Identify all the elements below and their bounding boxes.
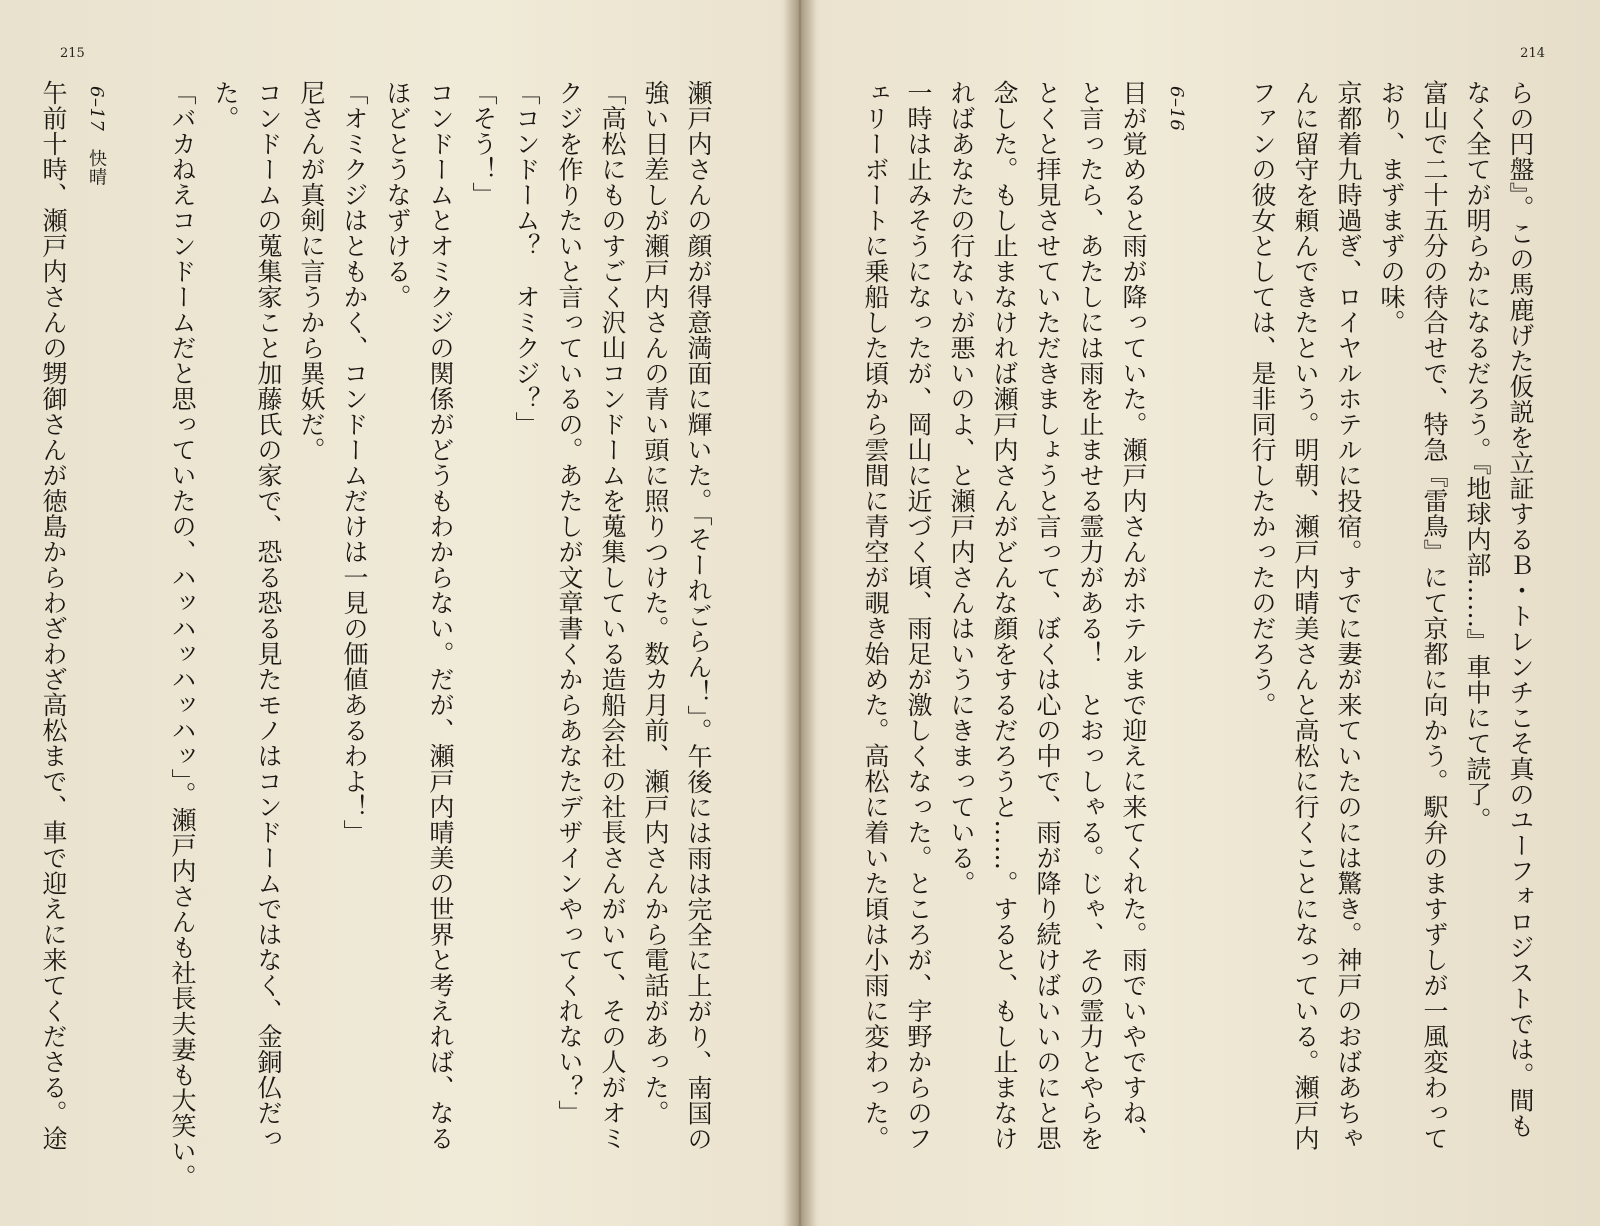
text-line: 強い日差しが瀬戸内さんの青い頭に照りつけた。数カ月前、瀬戸内さんから電話があった。 — [641, 80, 670, 1126]
entry-date: 6–17 — [86, 86, 107, 132]
text-line: 富山で二十五分の待合せで、特急『雷鳥』にて京都に向かう。駅弁のますずしが一風変わって — [1420, 80, 1449, 1151]
text-line: 「高松にものすごく沢山コンドームを蒐集している造船会社の社長さんがいて、その人がオミ — [598, 80, 627, 1151]
right-page-text — [854, 80, 1542, 1160]
text-line: 念した。もし止まなければ瀬戸内さんがどんな顔をするだろうと……。すると、もし止まなけ — [990, 80, 1019, 1151]
text-line: コンドームとオミクジの関係がどうもわからない。だが、瀬戸内晴美の世界と考えれば、なる — [426, 80, 455, 1151]
text-line: 「バカねえコンドームだと思っていたの、ハッハッハッハッ」。瀬戸内さんも社長夫妻も大笑い。 — [168, 80, 197, 1190]
text-line: 「そう！」 — [469, 80, 498, 208]
entry-weather: 快晴 — [86, 149, 107, 187]
text-line: と言ったら、あたしには雨を止ませる霊力がある！ とおっしゃる。じゃ、その霊力とやらを — [1076, 80, 1105, 1151]
page-number-left: 215 — [60, 46, 85, 61]
text-line: ればあなたの行ないが悪いのよ、と瀬戸内さんはいうにきまっている。 — [947, 80, 976, 896]
entry-heading-6-16: 6–16 — [1166, 86, 1187, 132]
text-line: んに留守を頼んできたという。明朝、瀬戸内晴美さんと高松に行くことになっている。瀬戸内 — [1291, 80, 1320, 1151]
text-line: ほどとうなずける。 — [383, 80, 412, 310]
section-spacer — [118, 80, 161, 1160]
text-line: とくと拝見させていただきましょうと言って、ぼくは心の中で、雨が降り続けばいいのにと思 — [1033, 80, 1062, 1151]
text-line: 京都着九時過ぎ、ロイヤルホテルに投宿。すでに妻が来ていたのには驚き。神戸のおばあちゃ — [1334, 80, 1363, 1151]
text-line: 午前十時、瀬戸内さんの甥御さんが徳島からわざわざ高松まで、車で迎えに来てくださる。途 — [39, 80, 68, 1151]
text-line: コンドームの蒐集家こと加藤氏の家で、恐る恐る見たモノはコンドームではなく、金銅仏だっ — [254, 80, 283, 1151]
text-line: なく全てが明らかになるだろう。『地球内部……』車中にて読了。 — [1463, 80, 1492, 833]
text-line: 「オミクジはともかく、コンドームだけは一見の価値あるわよ！」 — [340, 80, 369, 845]
section-spacer — [1198, 80, 1241, 1160]
text-line: おり、まずまずの味。 — [1377, 80, 1406, 335]
text-line: クジを作りたいと言っているの。あたしが文章書くからあなたデザインやってくれない？」 — [555, 80, 584, 1126]
left-page-text — [32, 80, 720, 1190]
entry-heading-6-17 — [75, 80, 118, 1160]
text-line: 尼さんが真剣に言うから異妖だ。 — [297, 80, 326, 463]
text-line: ェリーボートに乗船した頃から雲間に青空が覗き始めた。高松に着いた頃は小雨に変わった。 — [861, 80, 890, 1151]
text-line: 目が覚めると雨が降っていた。瀬戸内さんがホテルまで迎えに来てくれた。雨でいやですね、 — [1119, 80, 1148, 1151]
text-line: 一時は止みそうになったが、岡山に近づく頃、雨足が激しくなった。ところが、宇野からのフ — [904, 80, 933, 1151]
page-number-right: 214 — [1520, 46, 1545, 61]
text-line: 瀬戸内さんの顔が得意満面に輝いた。「そーれごらん！」。午後には雨は完全に上がり、南国の — [684, 80, 713, 1152]
right-page — [805, 0, 1600, 1226]
text-line: ファンの彼女としては、是非同行したかったのだろう。 — [1248, 80, 1277, 718]
text-line: た。 — [211, 80, 240, 131]
left-page — [0, 0, 795, 1226]
text-line: 「コンドーム？ オミクジ？」 — [512, 80, 541, 437]
text-line: らの円盤』。この馬鹿げた仮説を立証するＢ・トレンチこそ真のユーフォロジストでは。間も — [1506, 80, 1535, 1139]
